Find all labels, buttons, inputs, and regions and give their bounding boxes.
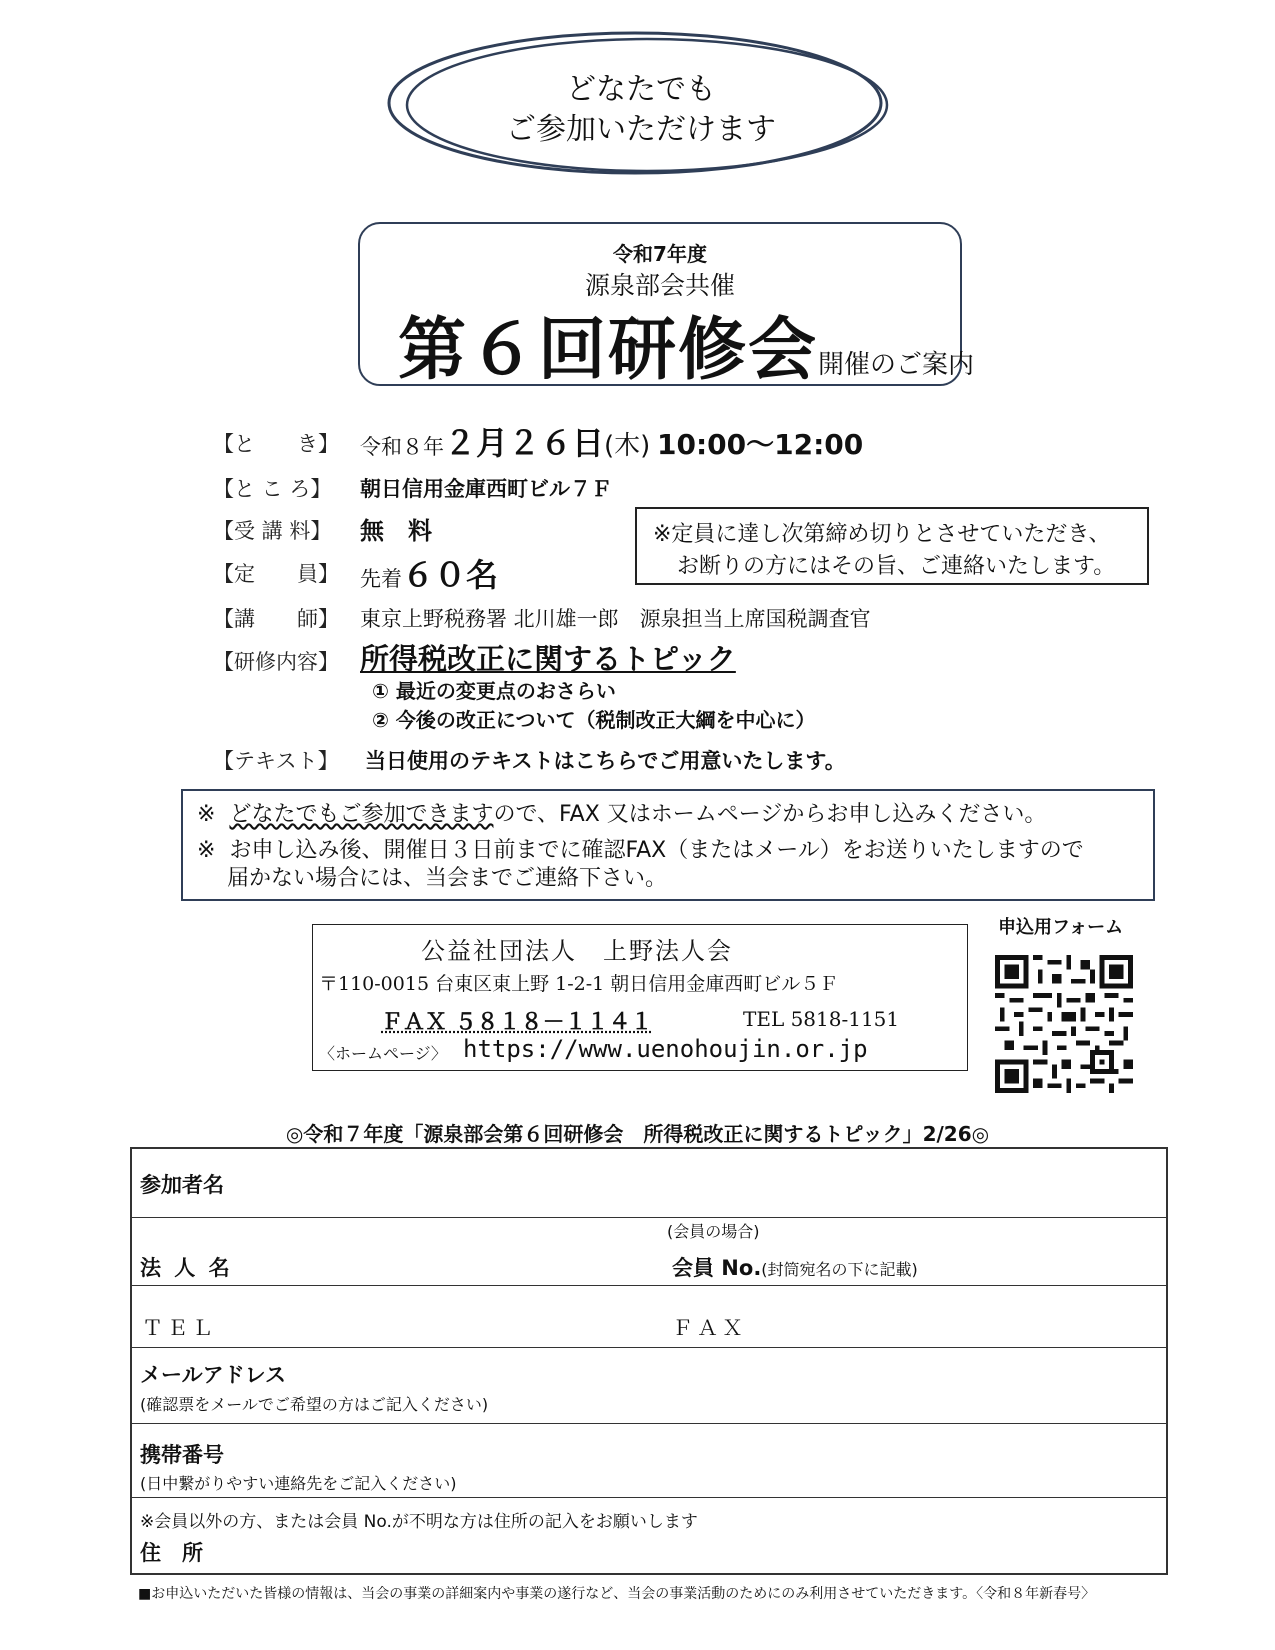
where-label: 【と こ ろ】 bbox=[213, 477, 332, 501]
email-note: (確認票をメールでご希望の方はご記入ください) bbox=[140, 1395, 489, 1414]
form-row-divider bbox=[132, 1217, 1166, 1218]
org-homepage-label: 〈ホームページ〉 bbox=[319, 1044, 447, 1063]
capacity-number: ６０名 bbox=[402, 556, 499, 594]
page-title bbox=[398, 296, 974, 393]
corp-name-label: 法 人 名 bbox=[140, 1256, 233, 1280]
content-label: 【研修内容】 bbox=[213, 650, 339, 674]
text-value: 当日使用のテキストはこちらでご用意いたします。 bbox=[365, 749, 846, 773]
capacity-label: 【定 員】 bbox=[213, 562, 339, 586]
capacity-notice-box bbox=[635, 507, 1149, 585]
member-case-note: (会員の場合) bbox=[667, 1222, 760, 1241]
content-title: 所得税改正に関するトピック bbox=[360, 642, 736, 676]
form-title: ◎令和７年度「源泉部会第６回研修会 所得税改正に関するトピック」2/26◎ bbox=[285, 1122, 990, 1146]
when-label: 【と き】 bbox=[213, 432, 339, 456]
org-address: 〒110-0015 台東区東上野 1-2-1 朝日信用金庫西町ビル５Ｆ bbox=[319, 973, 839, 995]
when-value bbox=[360, 418, 863, 464]
tel-label: ＴＥＬ bbox=[142, 1316, 217, 1340]
note-line-3: 届かない場合には、当会までご連絡下さい。 bbox=[227, 866, 668, 891]
note-mark-1: ※ bbox=[197, 802, 216, 827]
note-line-2-text: お申し込み後、開催日３日前までに確認FAX（またはメール）をお送りいたしますので bbox=[229, 838, 1084, 863]
text-label: 【テキスト】 bbox=[213, 749, 339, 773]
content-item-1: ① 最近の変更点のおさらい bbox=[372, 679, 616, 703]
org-homepage-url[interactable]: https://www.uenohoujin.or.jp bbox=[463, 1035, 868, 1063]
when-prefix: 令和８年 bbox=[360, 435, 444, 459]
mobile-label: 携帯番号 bbox=[140, 1443, 224, 1467]
member-no-note: (封筒宛名の下に記載) bbox=[761, 1260, 918, 1279]
headline-oval bbox=[385, 28, 897, 178]
when-time: 10:00～12:00 bbox=[657, 428, 864, 461]
content-item-2: ② 今後の改正について（税制改正大綱を中心に） bbox=[372, 708, 816, 732]
member-no-text: 会員 No. bbox=[672, 1256, 762, 1280]
title-box bbox=[358, 222, 975, 390]
capacity-prefix: 先着 bbox=[360, 567, 402, 591]
qr-label: 申込用フォーム bbox=[998, 917, 1124, 938]
fax-label: ＦＡＸ bbox=[672, 1316, 747, 1340]
where-value: 朝日信用金庫西町ビル７Ｆ bbox=[360, 477, 612, 501]
form-row-divider bbox=[132, 1347, 1166, 1348]
note-mark-2: ※ bbox=[197, 838, 216, 863]
form-row-divider bbox=[132, 1497, 1166, 1498]
lecturer-value: 東京上野税務署 北川雄一郎 源泉担当上席国税調査官 bbox=[360, 607, 871, 631]
address-label: 住 所 bbox=[140, 1541, 203, 1565]
org-fax: ＦＡＸ ５８１８－１１４１ bbox=[381, 1010, 653, 1035]
org-name: 公益社団法人 上野法人会 bbox=[421, 937, 733, 965]
title-suffix: 開催のご案内 bbox=[818, 350, 975, 380]
member-no-label bbox=[672, 1252, 918, 1282]
title-main: 第６回研修会 bbox=[398, 311, 819, 390]
fee-value: 無 料 bbox=[360, 517, 432, 545]
fee-label: 【受 講 料】 bbox=[213, 519, 332, 543]
address-note: ※会員以外の方、または会員 No.が不明な方は住所の記入をお願いします bbox=[140, 1512, 698, 1532]
note-emphasis: どなたでもご参加できます bbox=[229, 802, 494, 827]
application-form bbox=[130, 1147, 1168, 1575]
when-day: (木) bbox=[604, 431, 651, 461]
note-line-2 bbox=[197, 833, 1084, 864]
org-tel: TEL 5818-1151 bbox=[743, 1007, 900, 1031]
privacy-footer: ■お申込いただいた皆様の情報は、当会の事業の詳細案内や事業の遂行など、当会の事業活動のためにのみ利用させていただきます。〈令和８年新春号〉 bbox=[138, 1586, 1096, 1602]
lecturer-label: 【講 師】 bbox=[213, 607, 339, 631]
email-label: メールアドレス bbox=[140, 1363, 286, 1387]
organization-box bbox=[312, 924, 968, 1071]
qr-code-icon bbox=[995, 955, 1133, 1093]
cohost-label: 源泉部会共催 bbox=[584, 271, 735, 300]
oval-line-1: どなたでも bbox=[566, 72, 716, 107]
notice-line-2: お断りの方にはその旨、ご連絡いたします。 bbox=[677, 554, 1116, 579]
application-form-qr-code[interactable] bbox=[995, 955, 1133, 1093]
note-line-1-rest: ので、FAX 又はホームページからお申し込みください。 bbox=[493, 802, 1047, 827]
oval-line-2: ご参加いただけます bbox=[506, 112, 776, 147]
participant-label: 参加者名 bbox=[140, 1173, 224, 1197]
capacity-value bbox=[360, 550, 498, 596]
when-date: ２月２６日 bbox=[444, 424, 605, 462]
application-notes-box bbox=[181, 789, 1155, 901]
fiscal-year: 令和7年度 bbox=[613, 242, 707, 266]
note-line-1 bbox=[197, 797, 1046, 828]
mobile-note: (日中繋がりやすい連絡先をご記入ください) bbox=[140, 1474, 457, 1493]
form-row-divider bbox=[132, 1423, 1166, 1424]
notice-line-1: ※定員に達し次第締め切りとさせていただき、 bbox=[653, 522, 1111, 547]
form-row-divider bbox=[132, 1285, 1166, 1286]
